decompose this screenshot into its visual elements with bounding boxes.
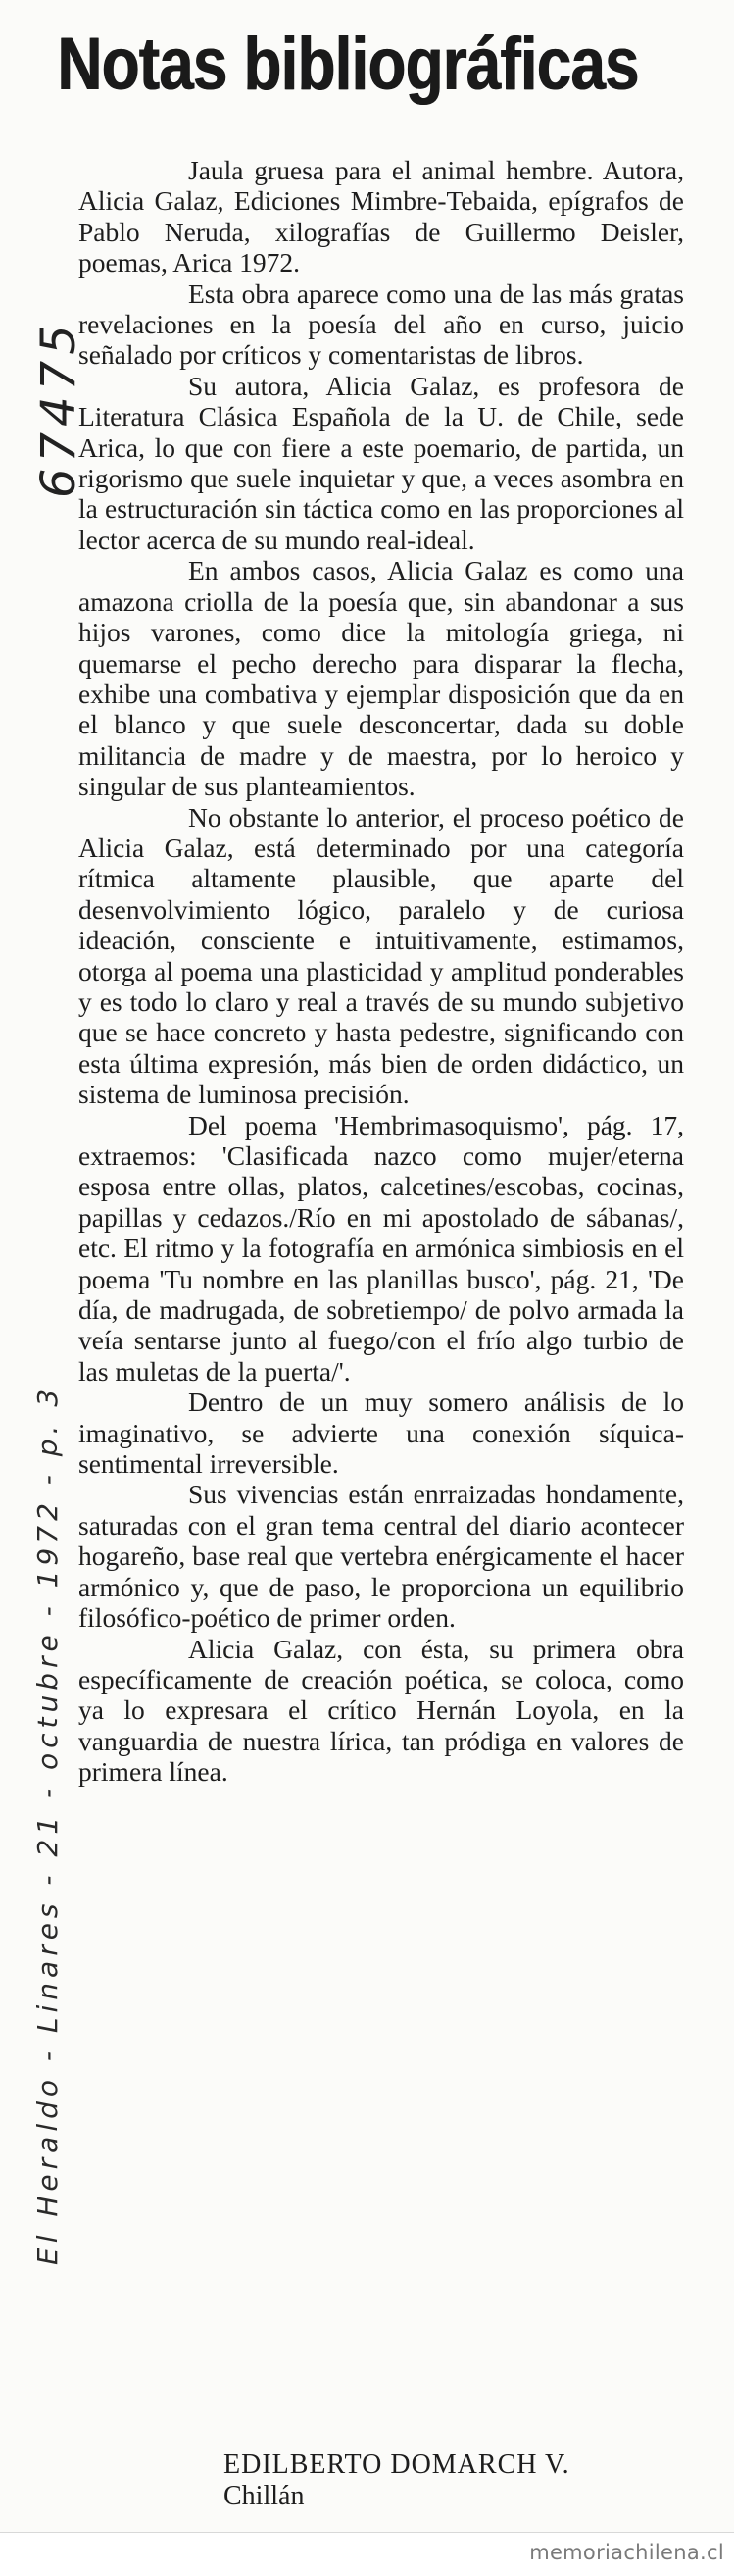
handwritten-source-annotation: El Heraldo - Linares - 21 - octubre - 1972 - p. 3	[31, 1384, 64, 2265]
paragraph: Alicia Galaz, con ésta, su primera obra específicamente de creación poética, se coloca, como ya lo expresara el crítico Hernán Loyola, en la vanguardia de nuestra lírica, tan pródiga en valores de primera línea.	[78, 1633, 684, 1788]
paragraph: No obstante lo anterior, el proceso poético de Alicia Galaz, está determinado por una categoría rítmica altamente plausible, que aparte del desenvolvimiento lógico, paralelo y de curiosa ideación, consciente e intuitivamente, estimamos, otorga al poema una plasticidad y amplitud ponderables y es todo lo claro y real a través de su mundo subjetivo que se hace concreto y hasta pedestre, significando con esta última expresión, más bien de orden didáctico, un sistema de luminosa precisión.	[78, 801, 684, 1110]
paragraph: Sus vivencias están enrraizadas hondamente, saturadas con el gran tema central del diario acontecer hogareño, base real que vertebra enérgicamente el hacer armónico y, que de paso, le proporciona un equilibrio filosófico-poético de primer orden.	[78, 1479, 684, 1634]
footer-bar	[0, 2532, 734, 2576]
paragraph: Esta obra aparece como una de las más gratas revelaciones en la poesía del año en curso, juicio señalado por críticos y comentaristas de libros.	[78, 278, 684, 371]
author-city: Chillán	[223, 2481, 305, 2511]
handwritten-catalog-number: 67475	[31, 319, 86, 498]
paragraph: Jaula gruesa para el animal hembre. Autora, Alicia Galaz, Ediciones Mimbre-Tebaida, epígrafos de Pablo Neruda, xilografías de Guillermo Deisler, poemas, Arica 1972.	[78, 155, 684, 278]
headline: Notas bibliográficas	[57, 23, 639, 106]
paragraph: En ambos casos, Alicia Galaz es como una amazona criolla de la poesía que, sin abandonar a sus hijos varones, como dice la mitología griega, ni quemarse el pecho derecho para disparar la flecha, exhibe una combativa y ejemplar disposición que da en el blanco y que suele desconcertar, dada su doble militancia de madre y de maestra, por lo heroico y singular de sus planteamientos.	[78, 555, 684, 802]
paragraph: Del poema 'Hembrimasoquismo', pág. 17, extraemos: 'Clasificada nazco como mujer/eterna esposa entre ollas, platos, calcetines/escobas, cocinas, papillas y cedazos./Río en mi apostolado de sábanas/, etc. El ritmo y la fotografía en armónica simbiosis en el poema 'Tu nombre en las planillas busco', pág. 21, 'De día, de madrugada, de sobretiempo/ de polvo armada la veía sentarse junto al fuego/con el frío algo turbio de las muletas de la puerta/'.	[78, 1109, 684, 1387]
article-body	[78, 155, 684, 1788]
paragraph: Dentro de un muy somero análisis de lo imaginativo, se advierte una conexión síquica-sentimental irreversible.	[78, 1387, 684, 1480]
paragraph: Su autora, Alicia Galaz, es profesora de Literatura Clásica Española de la U. de Chile, sede Arica, lo que con fiere a este poemario, de partida, un rigorismo que suele inquietar y que, a veces asombra en la estructuración sin táctica como en las proporciones al lector acerca de su mundo real-ideal.	[78, 370, 684, 555]
signature-block	[223, 2450, 570, 2512]
author-name: EDILBERTO DOMARCH V.	[223, 2450, 570, 2480]
watermark: memoriachilena.cl	[529, 2541, 724, 2564]
